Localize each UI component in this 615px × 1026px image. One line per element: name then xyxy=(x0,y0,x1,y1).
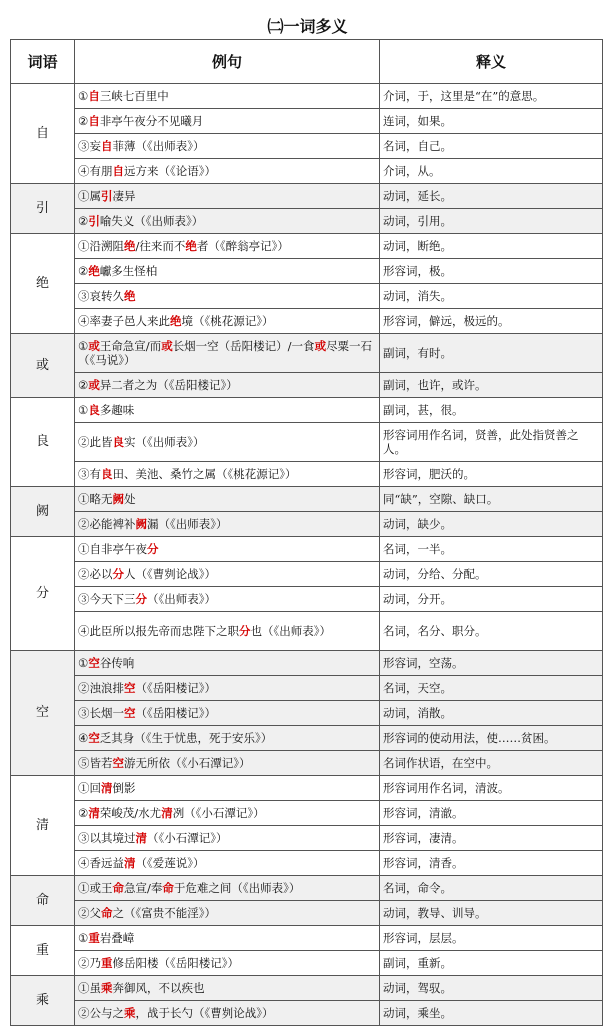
highlighted-word: 清 xyxy=(101,781,113,795)
table-row xyxy=(11,398,603,423)
meaning-cell: 形容词，层层。 xyxy=(380,926,603,951)
example-text: 田、美池、桑竹之属（《桃花源记》） xyxy=(112,467,297,481)
example-text: 处 xyxy=(124,492,136,506)
meaning-cell: 同“缺”，空隙、缺口。 xyxy=(380,487,603,512)
highlighted-word: 空 xyxy=(124,681,136,695)
example-text: （《出师表》） xyxy=(147,592,216,606)
table-row xyxy=(11,826,603,851)
example-text: 非亭午夜分不见曦月 xyxy=(99,114,204,128)
example-text: ②此皆 xyxy=(78,435,113,449)
example-text: 岩叠嶂 xyxy=(99,931,135,945)
word-cell: 良 xyxy=(11,398,75,487)
highlighted-word: 阙 xyxy=(135,517,147,531)
example-text: ① xyxy=(78,931,89,945)
example-text: 漏（《出师表》） xyxy=(147,517,228,531)
highlighted-word: 绝 xyxy=(124,289,136,303)
table-row xyxy=(11,373,603,398)
table-header-row xyxy=(11,40,603,84)
table-row xyxy=(11,423,603,462)
word-cell: 乘 xyxy=(11,976,75,1026)
meaning-cell: 动词，延长。 xyxy=(380,184,603,209)
example-text: ①属 xyxy=(78,189,101,203)
example-text: 境（《桃花源记》） xyxy=(181,314,274,328)
highlighted-word: 良 xyxy=(101,467,113,481)
word-cell: 引 xyxy=(11,184,75,234)
example-text: 奔御风，不以疾也 xyxy=(112,981,205,995)
table-row xyxy=(11,159,603,184)
word-cell: 阙 xyxy=(11,487,75,537)
meaning-cell: 动词，驾驭。 xyxy=(380,976,603,1001)
example-text: 凄异 xyxy=(112,189,136,203)
highlighted-word: 清 xyxy=(161,806,173,820)
meaning-cell: 动词，引用。 xyxy=(380,209,603,234)
meaning-cell: 形容词，极。 xyxy=(380,259,603,284)
word-cell: 分 xyxy=(11,537,75,651)
table-row xyxy=(11,537,603,562)
table-row xyxy=(11,184,603,209)
table-row xyxy=(11,676,603,701)
highlighted-word: 良 xyxy=(112,435,124,449)
example-text: ①略无 xyxy=(78,492,113,506)
table-row xyxy=(11,562,603,587)
meaning-cell: 形容词用作名词，清波。 xyxy=(380,776,603,801)
highlighted-word: 空 xyxy=(112,756,124,770)
meaning-cell: 动词，乘坐。 xyxy=(380,1001,603,1026)
example-cell xyxy=(75,398,380,423)
example-text: 菲薄（《出师表》） xyxy=(112,139,205,153)
example-text: ② xyxy=(78,806,89,820)
example-text: 远方来（《论语》） xyxy=(124,164,216,178)
example-text: /往来而不 xyxy=(135,239,186,253)
example-cell xyxy=(75,676,380,701)
meaning-cell: 形容词，僻远，极远的。 xyxy=(380,309,603,334)
example-cell xyxy=(75,512,380,537)
highlighted-word: 命 xyxy=(112,881,124,895)
meaning-cell: 名词，名分、职分。 xyxy=(380,612,603,651)
header-example: 例句 xyxy=(75,40,380,84)
example-text: 多趣味 xyxy=(99,403,135,417)
table-row xyxy=(11,259,603,284)
example-text: （《小石潭记》） xyxy=(147,831,228,845)
highlighted-word: 自 xyxy=(88,89,100,103)
example-text: ①自非亭午夜 xyxy=(78,542,147,556)
example-cell xyxy=(75,901,380,926)
highlighted-word: 乘 xyxy=(124,1006,136,1020)
example-text: 倒影 xyxy=(112,781,136,795)
example-cell xyxy=(75,562,380,587)
word-cell: 清 xyxy=(11,776,75,876)
example-cell xyxy=(75,462,380,487)
highlighted-word: 清 xyxy=(88,806,100,820)
highlighted-word: 绝 xyxy=(185,239,197,253)
highlighted-word: 空 xyxy=(88,731,100,745)
meaning-cell: 介词，从。 xyxy=(380,159,603,184)
example-cell xyxy=(75,537,380,562)
example-cell xyxy=(75,976,380,1001)
example-cell xyxy=(75,951,380,976)
example-text: 长烟一空（岳阳楼记）/一食 xyxy=(172,339,315,353)
example-text: ②必能裨补 xyxy=(78,517,136,531)
example-text: ② xyxy=(78,264,89,278)
highlighted-word: 绝 xyxy=(124,239,136,253)
word-cell: 自 xyxy=(11,84,75,184)
example-text: 修岳阳楼（《岳阳楼记》） xyxy=(112,956,239,970)
table-row xyxy=(11,109,603,134)
example-text: 巘多生怪柏 xyxy=(99,264,158,278)
table-row xyxy=(11,701,603,726)
example-text: 也（《出师表》） xyxy=(250,624,331,638)
table-row xyxy=(11,851,603,876)
table-row xyxy=(11,487,603,512)
highlighted-word: 自 xyxy=(88,114,100,128)
example-cell xyxy=(75,84,380,109)
table-row xyxy=(11,587,603,612)
example-text: ③妄 xyxy=(78,139,101,153)
meaning-cell: 形容词的使动用法，使……贫困。 xyxy=(380,726,603,751)
highlighted-word: 自 xyxy=(112,164,124,178)
meaning-cell: 名词，命令。 xyxy=(380,876,603,901)
example-cell xyxy=(75,487,380,512)
example-text: 实（《出师表》） xyxy=(124,435,205,449)
table-row xyxy=(11,876,603,901)
word-cell: 命 xyxy=(11,876,75,926)
meaning-cell: 动词，教导、训导。 xyxy=(380,901,603,926)
highlighted-word: 或 xyxy=(88,378,100,392)
highlighted-word: 空 xyxy=(88,656,100,670)
example-cell xyxy=(75,826,380,851)
example-cell xyxy=(75,776,380,801)
example-text: ③以其境过 xyxy=(78,831,136,845)
highlighted-word: 或 xyxy=(314,339,327,353)
example-cell xyxy=(75,259,380,284)
highlighted-word: 自 xyxy=(101,139,113,153)
example-text: 谷传响 xyxy=(99,656,135,670)
example-text: ① xyxy=(78,89,89,103)
example-text: ④率妻子邑人来此 xyxy=(78,314,170,328)
example-cell xyxy=(75,651,380,676)
meaning-cell: 动词，分给、分配。 xyxy=(380,562,603,587)
highlighted-word: 命 xyxy=(101,906,113,920)
example-text: 人（《曹刿论战》） xyxy=(124,567,216,581)
example-text: 乏其身（《生于忧患，死于安乐》） xyxy=(99,731,273,745)
meaning-cell: 名词作状语，在空中。 xyxy=(380,751,603,776)
example-cell xyxy=(75,334,380,373)
example-cell xyxy=(75,184,380,209)
word-cell: 绝 xyxy=(11,234,75,334)
meaning-cell: 副词，甚，很。 xyxy=(380,398,603,423)
example-text: ②浊浪排 xyxy=(78,681,124,695)
highlighted-word: 绝 xyxy=(170,314,182,328)
example-text: 游无所依（《小石潭记》） xyxy=(124,756,251,770)
example-text: 者（《醉翁亭记》） xyxy=(196,239,289,253)
word-cell: 空 xyxy=(11,651,75,776)
example-text: ①回 xyxy=(78,781,101,795)
highlighted-word: 或 xyxy=(88,339,100,353)
example-text: ③长烟一 xyxy=(78,706,124,720)
table-row xyxy=(11,612,603,651)
table-row xyxy=(11,976,603,1001)
example-text: ③今天下三 xyxy=(78,592,136,606)
highlighted-word: 重 xyxy=(101,956,113,970)
example-text: 异二者之为（《岳阳楼记》） xyxy=(99,378,238,392)
highlighted-word: 空 xyxy=(124,706,136,720)
meaning-cell: 动词，分开。 xyxy=(380,587,603,612)
table-row xyxy=(11,776,603,801)
meaning-cell: 动词，消失。 xyxy=(380,284,603,309)
example-text: ②父 xyxy=(78,906,101,920)
table-row xyxy=(11,651,603,676)
meaning-cell: 副词，有时。 xyxy=(380,334,603,373)
example-text: ①虽 xyxy=(78,981,101,995)
meaning-cell: 形容词，凄清。 xyxy=(380,826,603,851)
example-cell xyxy=(75,234,380,259)
example-text: ①沿溯阻 xyxy=(78,239,124,253)
table-row xyxy=(11,801,603,826)
example-text: ⑤皆若 xyxy=(78,756,113,770)
example-text: ④香远益 xyxy=(78,856,124,870)
example-cell xyxy=(75,876,380,901)
example-cell xyxy=(75,726,380,751)
example-cell xyxy=(75,109,380,134)
meaning-cell: 副词，也许，或许。 xyxy=(380,373,603,398)
example-cell xyxy=(75,751,380,776)
example-text: 三峡七百里中 xyxy=(99,89,169,103)
highlighted-word: 引 xyxy=(88,214,100,228)
table-row xyxy=(11,134,603,159)
example-text: ③哀转久 xyxy=(78,289,124,303)
table-row xyxy=(11,334,603,373)
meaning-cell: 形容词，清香。 xyxy=(380,851,603,876)
example-cell xyxy=(75,134,380,159)
table-row xyxy=(11,462,603,487)
example-text: 王命急宣/而 xyxy=(99,339,162,353)
table-row xyxy=(11,209,603,234)
example-text: ②公与之 xyxy=(78,1006,124,1020)
meaning-cell: 连词，如果。 xyxy=(380,109,603,134)
example-text: ② xyxy=(78,378,89,392)
example-cell xyxy=(75,373,380,398)
example-text: ① xyxy=(78,339,89,353)
example-text: 之（《富贵不能淫》） xyxy=(112,906,216,920)
highlighted-word: 乘 xyxy=(101,981,113,995)
example-cell xyxy=(75,209,380,234)
example-cell xyxy=(75,851,380,876)
example-text: ② xyxy=(78,114,89,128)
table-row xyxy=(11,926,603,951)
example-text: ④ xyxy=(78,731,89,745)
highlighted-word: 绝 xyxy=(88,264,100,278)
meaning-cell: 名词，天空。 xyxy=(380,676,603,701)
table-row xyxy=(11,726,603,751)
table-row xyxy=(11,1001,603,1026)
example-text: ② xyxy=(78,214,89,228)
highlighted-word: 分 xyxy=(112,567,124,581)
example-text: ，战于长勺（《曹刿论战》） xyxy=(135,1006,274,1020)
example-text: ④此臣所以报先帝而忠陛下之职 xyxy=(78,624,239,638)
table-row xyxy=(11,512,603,537)
meaning-cell: 形容词，肥沃的。 xyxy=(380,462,603,487)
highlighted-word: 分 xyxy=(239,624,251,638)
meaning-cell: 副词，重新。 xyxy=(380,951,603,976)
highlighted-word: 清 xyxy=(135,831,147,845)
table-row xyxy=(11,751,603,776)
example-cell xyxy=(75,926,380,951)
example-text: 喻失义（《出师表》） xyxy=(99,214,204,228)
highlighted-word: 清 xyxy=(124,856,136,870)
example-cell xyxy=(75,701,380,726)
example-cell xyxy=(75,309,380,334)
highlighted-word: 命 xyxy=(162,881,174,895)
meaning-cell: 介词，于，这里是“在”的意思。 xyxy=(380,84,603,109)
highlighted-word: 阙 xyxy=(112,492,124,506)
example-text: ④有朋 xyxy=(78,164,113,178)
highlighted-word: 良 xyxy=(88,403,100,417)
meaning-cell: 动词，断绝。 xyxy=(380,234,603,259)
page-title: ㈡一词多义 xyxy=(267,17,348,36)
example-text: 急宣/奉 xyxy=(124,881,163,895)
example-text: 荣峻茂/水尤 xyxy=(99,806,162,820)
meaning-cell: 名词，一半。 xyxy=(380,537,603,562)
example-cell xyxy=(75,1001,380,1026)
meaning-cell: 形容词，空荡。 xyxy=(380,651,603,676)
highlighted-word: 重 xyxy=(88,931,100,945)
meaning-cell: 动词，缺少。 xyxy=(380,512,603,537)
example-text: （《岳阳楼记》） xyxy=(135,681,216,695)
word-cell: 重 xyxy=(11,926,75,976)
example-text: ②必以 xyxy=(78,567,113,581)
example-text: ②乃 xyxy=(78,956,101,970)
example-cell xyxy=(75,159,380,184)
example-text: ① xyxy=(78,403,89,417)
header-meaning: 释义 xyxy=(380,40,603,84)
highlighted-word: 引 xyxy=(101,189,113,203)
table-row xyxy=(11,84,603,109)
polysemy-table xyxy=(10,39,603,1026)
example-text: ③有 xyxy=(78,467,101,481)
highlighted-word: 或 xyxy=(161,339,173,353)
example-cell xyxy=(75,284,380,309)
example-text: 冽（《小石潭记》） xyxy=(172,806,265,820)
word-cell: 或 xyxy=(11,334,75,398)
example-cell xyxy=(75,587,380,612)
example-cell xyxy=(75,612,380,651)
meaning-cell: 形容词用作名词，贤善，此处指贤善之人。 xyxy=(380,423,603,462)
meaning-cell: 名词，自己。 xyxy=(380,134,603,159)
example-text: ① xyxy=(78,656,89,670)
example-text: 尽粟一石（《马说》） xyxy=(78,339,373,367)
header-word: 词语 xyxy=(11,40,75,84)
example-text: （《岳阳楼记》） xyxy=(135,706,216,720)
highlighted-word: 分 xyxy=(147,542,159,556)
example-text: 于危难之间（《出师表》） xyxy=(173,881,301,895)
table-row xyxy=(11,234,603,259)
meaning-cell: 动词，消散。 xyxy=(380,701,603,726)
meaning-cell: 形容词，清澈。 xyxy=(380,801,603,826)
example-text: （《爱莲说》） xyxy=(135,856,205,870)
table-row xyxy=(11,901,603,926)
table-row xyxy=(11,951,603,976)
example-cell xyxy=(75,801,380,826)
highlighted-word: 分 xyxy=(135,592,147,606)
example-cell xyxy=(75,423,380,462)
table-row xyxy=(11,309,603,334)
example-text: ①或王 xyxy=(78,881,113,895)
table-row xyxy=(11,284,603,309)
table-body xyxy=(11,84,603,1026)
